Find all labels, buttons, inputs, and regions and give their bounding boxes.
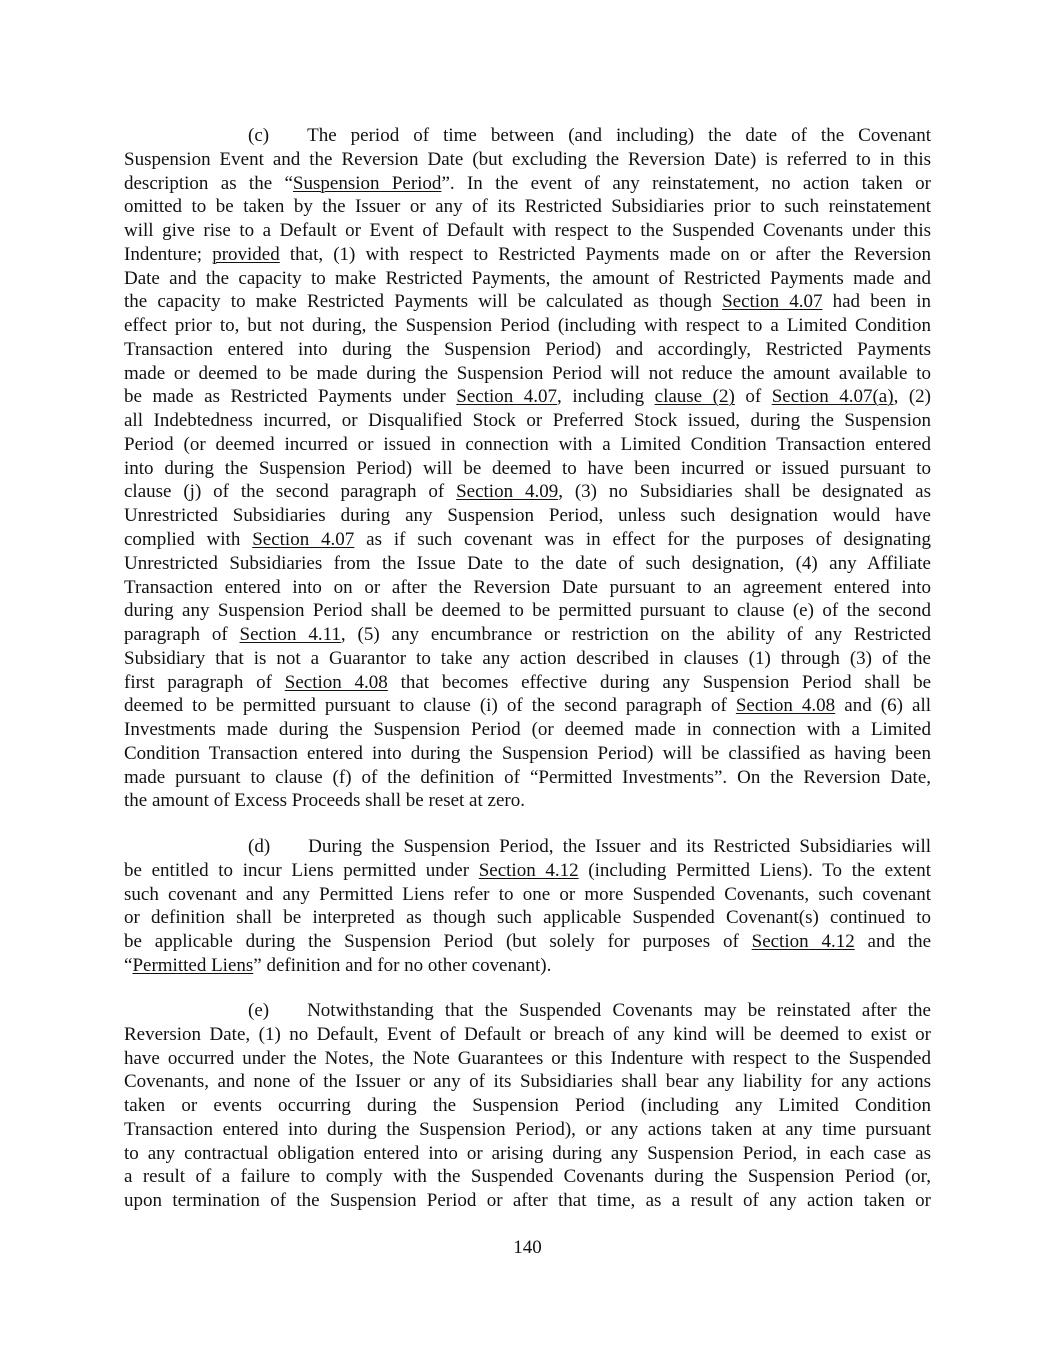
text-line [124,480,931,504]
text-line [124,906,931,930]
text-line [124,623,931,647]
text-line [124,338,931,362]
text-line [124,290,931,314]
text-line [124,1189,931,1213]
text-segment: Period (or deemed incurred or issued in connection with a Limited Condition Transaction entered [124,433,931,455]
text-segment: Reversion Date, (1) no Default, Event of Default or breach of any kind will be deemed to exist or [124,1023,931,1045]
text-line [124,243,931,267]
cross-reference: Section 4.07 [722,291,823,313]
text-segment: and the [854,931,932,953]
text-line [124,1118,931,1142]
paragraph-c [124,124,931,813]
text-segment: Suspension Event and the Reversion Date (but excluding the Reversion Date) is referred to in this [124,148,931,170]
text-line [124,1165,931,1189]
text-segment: that, (1) with respect to Restricted Payments made on or after the Reversion [279,243,931,265]
text-segment: as if such covenant was in effect for the purposes of designating [354,529,931,551]
text-segment: , including [557,386,655,408]
text-line [124,409,931,433]
cross-reference: Section 4.07 [456,386,558,408]
text-line [124,1094,931,1118]
text-segment: made or deemed to be made during the Suspension Period will not reduce the amount available to [124,362,931,384]
text-segment: ”. In the event of any reinstatement, no action taken or [441,172,931,194]
text-line [124,671,931,695]
text-segment: made pursuant to clause (f) of the definition of “Permitted Investments”. On the Reversion Date, [124,766,931,788]
text-line [124,954,931,978]
text-line [124,835,931,859]
text-segment: all Indebtedness incurred, or Disqualified Stock or Preferred Stock issued, during the Suspension [124,410,931,432]
text-segment: Subsidiary that is not a Guarantor to take any action described in clauses (1) through (3) of the [124,647,931,669]
text-line [124,883,931,907]
text-segment: be entitled to incur Liens permitted under [124,859,479,881]
text-segment: during any Suspension Period shall be deemed to be permitted pursuant to clause (e) of the second [124,600,931,622]
text-line [124,267,931,291]
page-number: 140 [513,1237,542,1258]
text-segment: the amount of Excess Proceeds shall be reset at zero. [124,790,525,812]
text-line [124,1047,931,1071]
text-segment: the capacity to make Restricted Payments will be calculated as though [124,291,723,313]
text-line [124,647,931,671]
cross-reference: Section 4.11 [239,624,341,646]
text-line [124,718,931,742]
text-segment: clause (j) of the second paragraph of [124,481,457,503]
cross-reference: Suspension Period [292,172,442,194]
text-segment: description as the “ [124,172,293,194]
text-segment: Transaction entered into on or after the Reversion Date pursuant to an agreement entered into [124,576,931,598]
text-segment: (d) During the Suspension Period, the Issuer and its Restricted Subsidiaries will [248,836,931,857]
cross-reference: provided [212,243,280,265]
text-segment: that becomes effective during any Suspension Period shall be [387,671,931,693]
text-line [124,124,931,148]
text-segment: to any contractual obligation entered into or arising during any Suspension Period, in each case as [124,1142,931,1164]
text-segment: such covenant and any Permitted Liens refer to one or more Suspended Covenants, such covenant [124,883,931,905]
text-segment: (e) Notwithstanding that the Suspended Covenants may be reinstated after the [248,1000,931,1021]
text-line [124,504,931,528]
text-segment: Indenture; [124,243,213,265]
cross-reference: Section 4.08 [284,671,388,693]
text-segment: omitted to be taken by the Issuer or any of its Restricted Subsidiaries prior to such reinstatement [124,196,931,218]
cross-reference: Section 4.07(a) [771,386,894,408]
text-line [124,195,931,219]
text-segment: first paragraph of [124,671,285,693]
text-line [124,528,931,552]
text-segment: ” definition and for no other covenant). [253,954,552,976]
text-line [124,385,931,409]
text-segment: had been in [822,291,931,313]
text-line [124,314,931,338]
text-segment: Transaction entered into during the Suspension Period), or any actions taken at any time pursuant [124,1118,931,1140]
paragraph-e [124,999,931,1213]
text-segment: “ [124,954,133,976]
text-line [124,148,931,172]
text-segment: Unrestricted Subsidiaries during any Suspension Period, unless such designation would have [124,505,931,527]
text-segment: Transaction entered into during the Suspension Period) and accordingly, Restricted Payments [124,338,931,360]
text-line [124,172,931,196]
cross-reference: Section 4.07 [252,529,355,551]
text-segment: be applicable during the Suspension Period (but solely for purposes of [124,931,752,953]
cross-reference: Section 4.12 [478,859,579,881]
text-segment: Date and the capacity to make Restricted Payments, the amount of Restricted Payments made and [124,267,931,289]
text-line [124,859,931,883]
text-line [124,930,931,954]
text-segment: (including Permitted Liens). To the extent [578,859,931,881]
text-line [124,999,931,1023]
paragraph-d [124,835,931,978]
cross-reference: Section 4.12 [751,931,855,953]
text-segment: , (2) [893,386,931,408]
text-line [124,742,931,766]
cross-reference: Permitted Liens [132,954,254,976]
text-segment: into during the Suspension Period) will be deemed to have been incurred or issued pursuant to [124,457,931,479]
text-line [124,1023,931,1047]
text-line [124,219,931,243]
text-segment: (c) The period of time between (and including) the date of the Covenant [248,125,931,146]
text-segment: effect prior to, but not during, the Suspension Period (including with respect to a Limited Condition [124,315,931,337]
text-segment: , (5) any encumbrance or restriction on the ability of any Restricted [340,624,931,646]
text-segment: or definition shall be interpreted as though such applicable Suspended Covenant(s) continued to [124,907,931,929]
text-segment: paragraph of [124,624,240,646]
cross-reference: clause (2) [654,386,735,408]
text-segment: Unrestricted Subsidiaries from the Issue Date to the date of such designation, (4) any Affiliate [124,552,931,574]
text-segment: deemed to be permitted pursuant to clause (i) of the second paragraph of [124,695,736,717]
text-segment: Investments made during the Suspension Period (or deemed made in connection with a Limited [124,719,931,741]
text-line [124,576,931,600]
text-segment: a result of a failure to comply with the Suspended Covenants during the Suspension Period (or, [124,1166,931,1188]
text-segment: Covenants, and none of the Issuer or any of its Subsidiaries shall bear any liability for any actions [124,1071,931,1093]
cross-reference: Section 4.08 [735,695,836,717]
text-segment: be made as Restricted Payments under [124,386,457,408]
text-line [124,694,931,718]
text-line [124,789,931,813]
text-segment: , (3) no Subsidiaries shall be designated as [558,481,931,503]
text-segment: and (6) all [835,695,932,717]
text-segment: taken or events occurring during the Suspension Period (including any Limited Condition [124,1095,931,1117]
text-segment: of [734,386,772,408]
text-line [124,362,931,386]
text-segment: upon termination of the Suspension Period or after that time, as a result of any action taken or [124,1190,931,1212]
text-line [124,457,931,481]
text-line [124,766,931,790]
text-segment: will give rise to a Default or Event of Default with respect to the Suspended Covenants under this [124,220,931,242]
text-line [124,433,931,457]
text-line [124,552,931,576]
text-segment: complied with [124,529,253,551]
text-line [124,1142,931,1166]
cross-reference: Section 4.09 [456,481,559,503]
text-segment: have occurred under the Notes, the Note Guarantees or this Indenture with respect to the Suspended [124,1047,931,1069]
text-line [124,1070,931,1094]
text-line [124,599,931,623]
text-segment: Condition Transaction entered into during the Suspension Period) will be classified as having been [124,742,931,764]
